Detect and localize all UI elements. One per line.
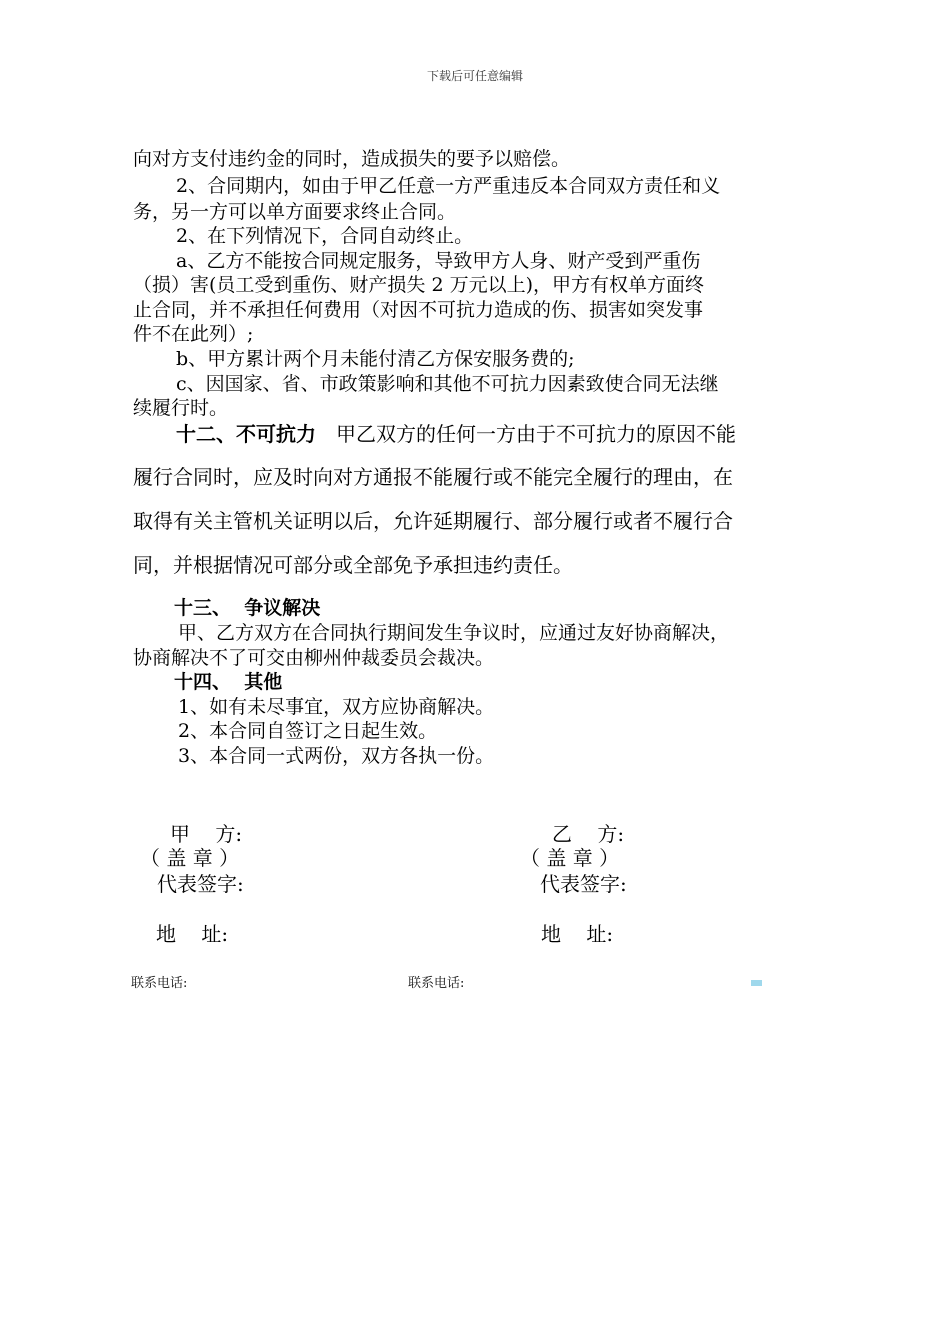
section-14-line-1: 1、如有未尽事宜，双方应协商解决。 (178, 696, 495, 718)
section-13-line-1: 甲、乙方双方在合同执行期间发生争议时，应通过友好协商解决， (178, 622, 730, 644)
page-header: 下载后可任意编辑 (426, 69, 523, 83)
body-line-7: 止合同，并不承担任何费用（对因不可抗力造成的伤、损害如突发事 (133, 299, 704, 321)
section-14-line-3: 3、本合同一式两份，双方各执一份。 (178, 745, 495, 767)
party-a-seal: （ 盖 章 ） (140, 846, 240, 870)
body-line-8: 件不在此列）; (133, 323, 254, 345)
body-line-6: （损）害(员工受到重伤、财产损失 2 万元以上)，甲方有权单方面终 (133, 274, 704, 296)
section-13-title: 十三、 争议解决 (174, 597, 321, 619)
party-b-phone: 联系电话: (408, 976, 465, 991)
section-12-line-4: 同，并根据情况可部分或全部免予承担违约责任。 (133, 553, 573, 577)
section-14-line-2: 2、本合同自签订之日起生效。 (178, 720, 438, 742)
section-12-text: 甲乙双方的任何一方由于不可抗力的原因不能 (336, 422, 736, 446)
highlight-mark (751, 980, 762, 986)
body-line-2: 2、合同期内，如由于甲乙任意一方严重违反本合同双方责任和义 (176, 175, 721, 197)
section-12-title: 十二、不可抗力 (176, 422, 316, 446)
body-line-10: c、因国家、省、市政策影响和其他不可抗力因素致使合同无法继 (176, 373, 719, 395)
body-line-4: 2、在下列情况下，合同自动终止。 (176, 225, 474, 247)
section-12-line-2: 履行合同时，应及时向对方通报不能履行或不能完全履行的理由，在 (133, 465, 733, 489)
body-line-5: a、乙方不能按合同规定服务，导致甲方人身、财产受到严重伤 (176, 250, 701, 272)
body-line-1: 向对方支付违约金的同时，造成损失的要予以赔偿。 (133, 148, 571, 170)
section-13-line-2: 协商解决不了可交由柳州仲裁委员会裁决。 (133, 647, 495, 669)
section-14-title: 十四、 其他 (174, 671, 283, 693)
party-a-label: 甲 方: (170, 822, 243, 846)
body-line-3: 务，另一方可以单方面要求终止合同。 (133, 201, 457, 223)
party-b-address: 地 址: (541, 922, 614, 946)
party-a-phone: 联系电话: (131, 976, 188, 991)
section-12-line-1 (176, 422, 736, 446)
party-a-representative: 代表签字: (157, 872, 244, 896)
section-12-line-3: 取得有关主管机关证明以后，允许延期履行、部分履行或者不履行合 (133, 509, 733, 533)
party-b-label: 乙 方: (552, 822, 625, 846)
party-b-representative: 代表签字: (540, 872, 627, 896)
body-line-9: b、甲方累计两个月未能付清乙方保安服务费的; (176, 348, 575, 370)
body-line-11: 续履行时。 (133, 397, 229, 419)
party-b-seal: （ 盖 章 ） (520, 846, 620, 870)
party-a-address: 地 址: (156, 922, 229, 946)
